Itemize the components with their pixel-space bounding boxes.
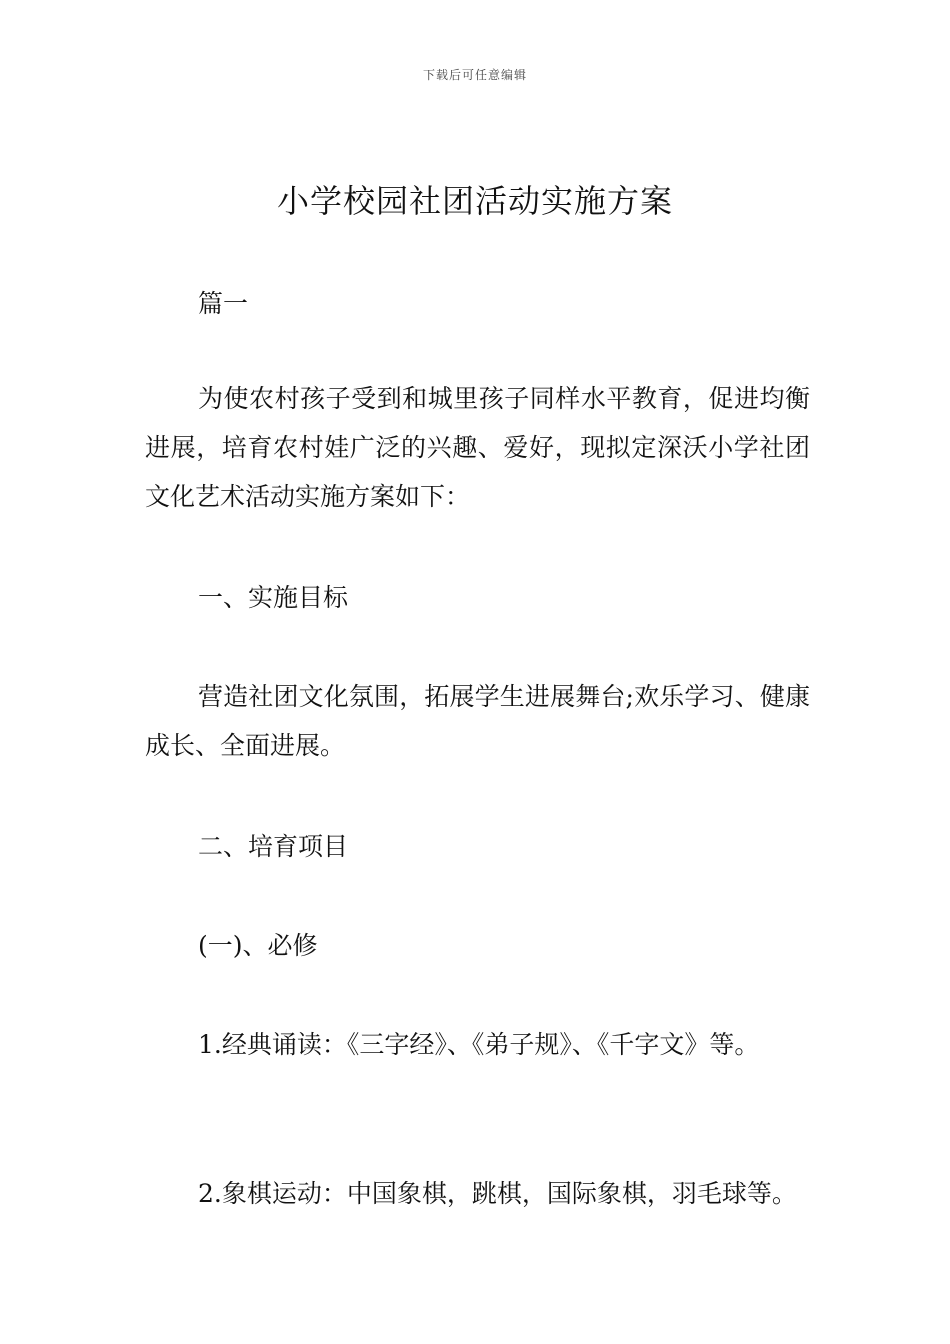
heading-goals: 一、实施目标	[198, 583, 349, 612]
document-title: 小学校园社团活动实施方案	[276, 182, 673, 220]
subheading-required: (一)、必修	[198, 931, 318, 960]
list-item-chess-sports: 2.象棋运动：中国象棋，跳棋，国际象棋，羽毛球等。	[198, 1179, 797, 1208]
section-label-part-one: 篇一	[198, 289, 249, 318]
intro-paragraph: 为使农村孩子受到和城里孩子同样水平教育，促进均衡进展，培育农村娃广泛的兴趣、爱好，现拟定深沃小学社团文化艺术活动实施方案如下：	[145, 384, 810, 511]
page-header-note: 下载后可任意编辑	[422, 68, 527, 82]
list-item-classics-reading: 1.经典诵读：《三字经》、《弟子规》、《千字文》等。	[198, 1030, 760, 1059]
goals-paragraph: 营造社团文化氛围，拓展学生进展舞台;欢乐学习、健康成长、全面进展。	[145, 682, 810, 760]
heading-projects: 二、培育项目	[198, 832, 349, 861]
